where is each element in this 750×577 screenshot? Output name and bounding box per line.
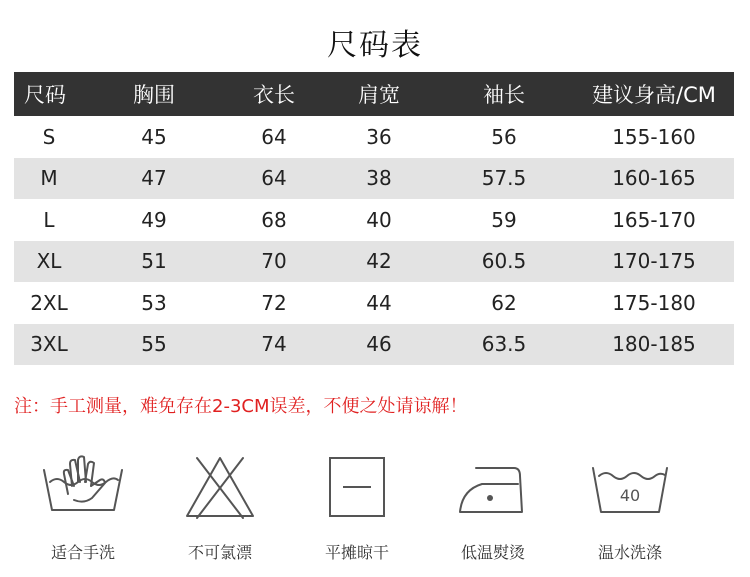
care-label: 低温熨烫 — [460, 543, 525, 562]
care-label: 不可氯漂 — [187, 543, 252, 562]
care-item-dry-flat — [302, 452, 412, 562]
wash-temperature: 40 — [619, 486, 641, 505]
header-sleeve: 袖长 — [483, 83, 525, 107]
sleeve-cell: 56 — [491, 124, 517, 149]
page-title: 尺码表 — [327, 28, 423, 63]
height-cell: 180-185 — [612, 332, 696, 357]
chest-cell: 53 — [141, 290, 167, 315]
height-cell: 170-175 — [612, 249, 696, 274]
table-row — [14, 324, 734, 366]
header-shoulder: 肩宽 — [358, 83, 400, 107]
table-row — [14, 116, 734, 158]
size-cell: S — [42, 124, 56, 149]
size-cell: XL — [36, 249, 62, 274]
chest-cell: 49 — [141, 207, 167, 232]
shoulder-cell: 44 — [366, 290, 392, 315]
length-cell: 64 — [261, 124, 287, 149]
shoulder-cell: 42 — [366, 249, 392, 274]
low-iron-icon — [448, 452, 538, 522]
header-height: 建议身高/CM — [592, 83, 716, 107]
length-cell: 74 — [261, 332, 287, 357]
chest-cell: 51 — [141, 249, 167, 274]
care-item-warm-wash — [575, 452, 685, 562]
shoulder-cell: 36 — [366, 124, 392, 149]
care-item-no-bleach — [165, 452, 275, 562]
measurement-note: 注：手工测量，难免存在2-3CM误差，不便之处请谅解！ — [14, 396, 468, 417]
height-cell: 165-170 — [612, 207, 696, 232]
sleeve-cell: 59 — [491, 207, 517, 232]
care-label: 适合手洗 — [50, 543, 115, 562]
size-cell: M — [40, 166, 58, 191]
length-cell: 72 — [261, 290, 287, 315]
care-item-low-iron — [438, 452, 548, 562]
size-cell: L — [43, 207, 55, 232]
care-label: 平摊晾干 — [324, 543, 389, 562]
no-bleach-icon — [175, 452, 265, 522]
header-chest: 胸围 — [133, 83, 175, 107]
shoulder-cell: 46 — [366, 332, 392, 357]
size-cell: 3XL — [30, 332, 68, 357]
table-row — [14, 158, 734, 200]
table-row — [14, 199, 734, 241]
header-length: 衣长 — [253, 83, 295, 107]
length-cell: 70 — [261, 249, 287, 274]
table-row — [14, 282, 734, 324]
shoulder-cell: 40 — [366, 207, 392, 232]
dry-flat-icon — [312, 452, 402, 522]
sleeve-cell: 62 — [491, 290, 517, 315]
hand-wash-icon — [38, 452, 128, 522]
length-cell: 68 — [261, 207, 287, 232]
header-size: 尺码 — [24, 83, 66, 107]
height-cell: 160-165 — [612, 166, 696, 191]
sleeve-cell: 57.5 — [481, 166, 527, 191]
height-cell: 175-180 — [612, 290, 696, 315]
chest-cell: 47 — [141, 166, 167, 191]
sleeve-cell: 60.5 — [481, 249, 527, 274]
table-row — [14, 241, 734, 283]
care-item-hand-wash — [28, 452, 138, 562]
sleeve-cell: 63.5 — [481, 332, 527, 357]
size-table — [14, 72, 734, 365]
shoulder-cell: 38 — [366, 166, 392, 191]
size-cell: 2XL — [30, 290, 68, 315]
chest-cell: 45 — [141, 124, 167, 149]
warm-wash-icon — [585, 452, 675, 522]
length-cell: 64 — [261, 166, 287, 191]
table-header — [14, 72, 734, 116]
care-label: 温水洗涤 — [597, 543, 662, 562]
height-cell: 155-160 — [612, 124, 696, 149]
chest-cell: 55 — [141, 332, 167, 357]
